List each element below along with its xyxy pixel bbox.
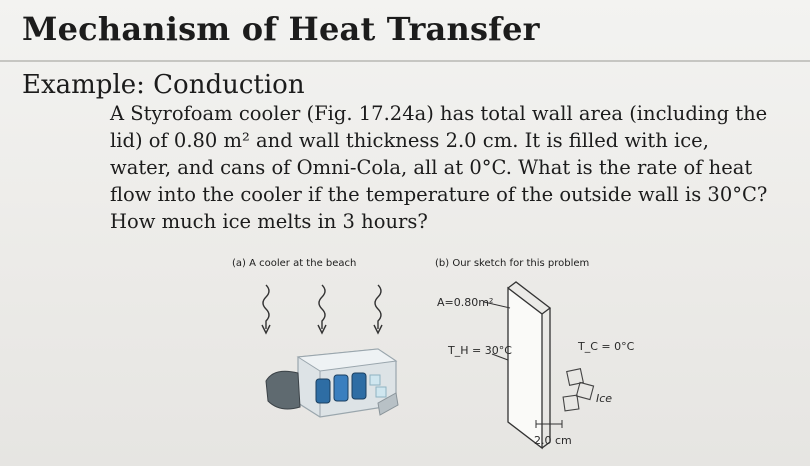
problem-line: water, and cans of Omni-Cola, all at 0°C. What is the rate of heat	[110, 156, 753, 179]
cold-temp-label: T_C = 0°C	[578, 340, 635, 353]
problem-line: How much ice melts in 3 hours?	[110, 210, 428, 233]
problem-text	[110, 100, 786, 235]
figure-a-caption: (a) A cooler at the beach	[232, 258, 357, 269]
title-divider	[0, 60, 810, 62]
ice-cubes-icon	[563, 369, 593, 411]
problem-line: lid) of 0.80 m² and wall thickness 2.0 cm. It is filled with ice,	[110, 129, 709, 152]
wall-slab-icon	[508, 282, 550, 448]
figure-a-illustration	[228, 275, 428, 450]
figure-b-caption: (b) Our sketch for this problem	[435, 258, 590, 269]
area-label: A=0.80m²	[437, 296, 494, 309]
slide-title: Mechanism of Heat Transfer	[22, 10, 540, 48]
cooler-icon	[266, 349, 398, 417]
ice-label: Ice	[596, 392, 613, 405]
thickness-label: 2.0 cm	[534, 434, 572, 447]
problem-line: A Styrofoam cooler (Fig. 17.24a) has total wall area (including the	[110, 102, 768, 125]
heat-arrows-icon	[262, 285, 382, 333]
hot-temp-label: T_H = 30°C	[448, 344, 512, 357]
slide-subtitle: Example: Conduction	[22, 70, 305, 100]
problem-line: flow into the cooler if the temperature of the outside wall is 30°C?	[110, 183, 768, 206]
